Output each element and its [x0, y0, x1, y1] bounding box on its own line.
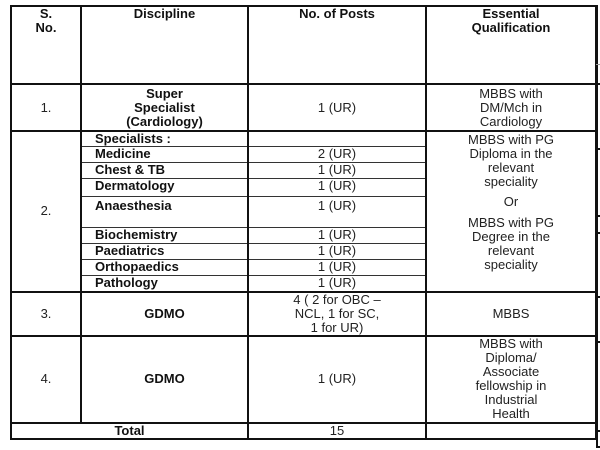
row3-qualification: MBBS: [426, 292, 596, 336]
partial-column-line: [596, 341, 600, 343]
row2-qual-line: relevant: [487, 243, 535, 258]
row3-posts-line: 1 for UR): [310, 319, 364, 335]
partial-column-line: [596, 232, 600, 234]
row2-discipline: Biochemistry: [81, 228, 248, 244]
row2-qual-line: MBBS with PG: [468, 132, 554, 147]
header-qual-line1: Essential: [482, 6, 540, 21]
row3-discipline: GDMO: [81, 292, 248, 336]
total-value: 15: [248, 423, 426, 439]
header-discipline: Discipline: [81, 6, 248, 84]
table-row: [11, 336, 596, 423]
total-row: [11, 423, 596, 439]
row4-sno: 4.: [11, 336, 81, 423]
row2-posts: 1 (UR): [248, 228, 426, 244]
table-row: [11, 131, 596, 147]
row1-discipline-line: Super: [146, 85, 183, 101]
row1-discipline-line: Specialist: [134, 99, 195, 115]
row2-qual-or: Or: [503, 194, 519, 209]
row1-discipline-line: (Cardiology): [126, 113, 203, 129]
header-qual-line2: Qualification: [471, 20, 551, 35]
table-row: [11, 292, 596, 336]
row2-discipline: Anaesthesia: [81, 197, 248, 228]
row3-sno: 3.: [11, 292, 81, 336]
row2-sno: 2.: [11, 131, 81, 292]
row2-posts: 1 (UR): [248, 260, 426, 276]
row2-posts: 1 (UR): [248, 197, 426, 228]
row1-posts: 1 (UR): [248, 84, 426, 131]
partial-column-line: [596, 83, 600, 85]
row2-qual-line: MBBS with PG: [468, 215, 554, 230]
partial-column-line: [596, 446, 600, 448]
row2-discipline: Orthopaedics: [81, 260, 248, 276]
header-sno-line1: S.: [39, 6, 53, 21]
row2-posts: 2 (UR): [248, 147, 426, 163]
row2-group-label: Specialists :: [81, 131, 248, 147]
row1-qual-line: DM/Mch in: [479, 99, 543, 115]
row2-discipline: Chest & TB: [81, 163, 248, 179]
row2-discipline: Paediatrics: [81, 244, 248, 260]
row3-posts-line: 4 ( 2 for OBC –: [293, 291, 381, 307]
row2-qual-line: speciality: [484, 257, 538, 272]
row4-discipline: GDMO: [81, 336, 248, 423]
header-row: [11, 6, 596, 84]
header-posts: No. of Posts: [248, 6, 426, 84]
partial-column-line: [596, 430, 600, 432]
row4-posts: 1 (UR): [248, 336, 426, 423]
row2-posts: 1 (UR): [248, 179, 426, 197]
header-sno-line2: No.: [35, 20, 57, 35]
row2-qual-line: Degree in the: [471, 229, 551, 244]
row1-sno: 1.: [11, 84, 81, 131]
table-row: [11, 84, 596, 131]
row4-qualification: [426, 336, 596, 423]
header-sno: [11, 6, 81, 84]
row2-posts: 1 (UR): [248, 163, 426, 179]
row4-qual-line: Industrial: [484, 391, 538, 407]
row2-qualification: [426, 131, 596, 292]
row2-qual-line: Diploma in the: [469, 146, 553, 161]
partial-column-line: [596, 215, 600, 217]
row2-posts: 1 (UR): [248, 244, 426, 260]
row4-qual-line: MBBS with: [479, 335, 543, 351]
total-qualification: [426, 423, 596, 439]
row2-discipline: Medicine: [81, 147, 248, 163]
row4-qual-line: Diploma/: [485, 349, 537, 365]
row2-group-posts: [248, 131, 426, 147]
partial-column-line: [596, 148, 600, 150]
partial-next-column: [596, 5, 600, 447]
row3-posts-line: NCL, 1 for SC,: [294, 305, 380, 321]
row4-qual-line: fellowship in: [475, 377, 547, 393]
partial-column-line: [596, 64, 600, 65]
row1-qualification: [426, 84, 596, 131]
row2-discipline: Pathology: [81, 276, 248, 292]
posts-table: [10, 5, 597, 440]
row1-qual-line: MBBS with: [479, 85, 543, 101]
row2-qual-line: relevant: [487, 160, 535, 175]
partial-column-line: [596, 296, 600, 298]
row4-qual-line: Associate: [482, 363, 540, 379]
row1-discipline: [81, 84, 248, 131]
row2-discipline: Dermatology: [81, 179, 248, 197]
row2-posts: 1 (UR): [248, 276, 426, 292]
row2-qual-line: speciality: [484, 174, 538, 189]
row4-qual-line: Health: [492, 405, 530, 421]
row1-qual-line: Cardiology: [479, 113, 543, 129]
row3-posts: [248, 292, 426, 336]
header-qualification: [426, 6, 596, 84]
total-label: Total: [11, 423, 248, 439]
